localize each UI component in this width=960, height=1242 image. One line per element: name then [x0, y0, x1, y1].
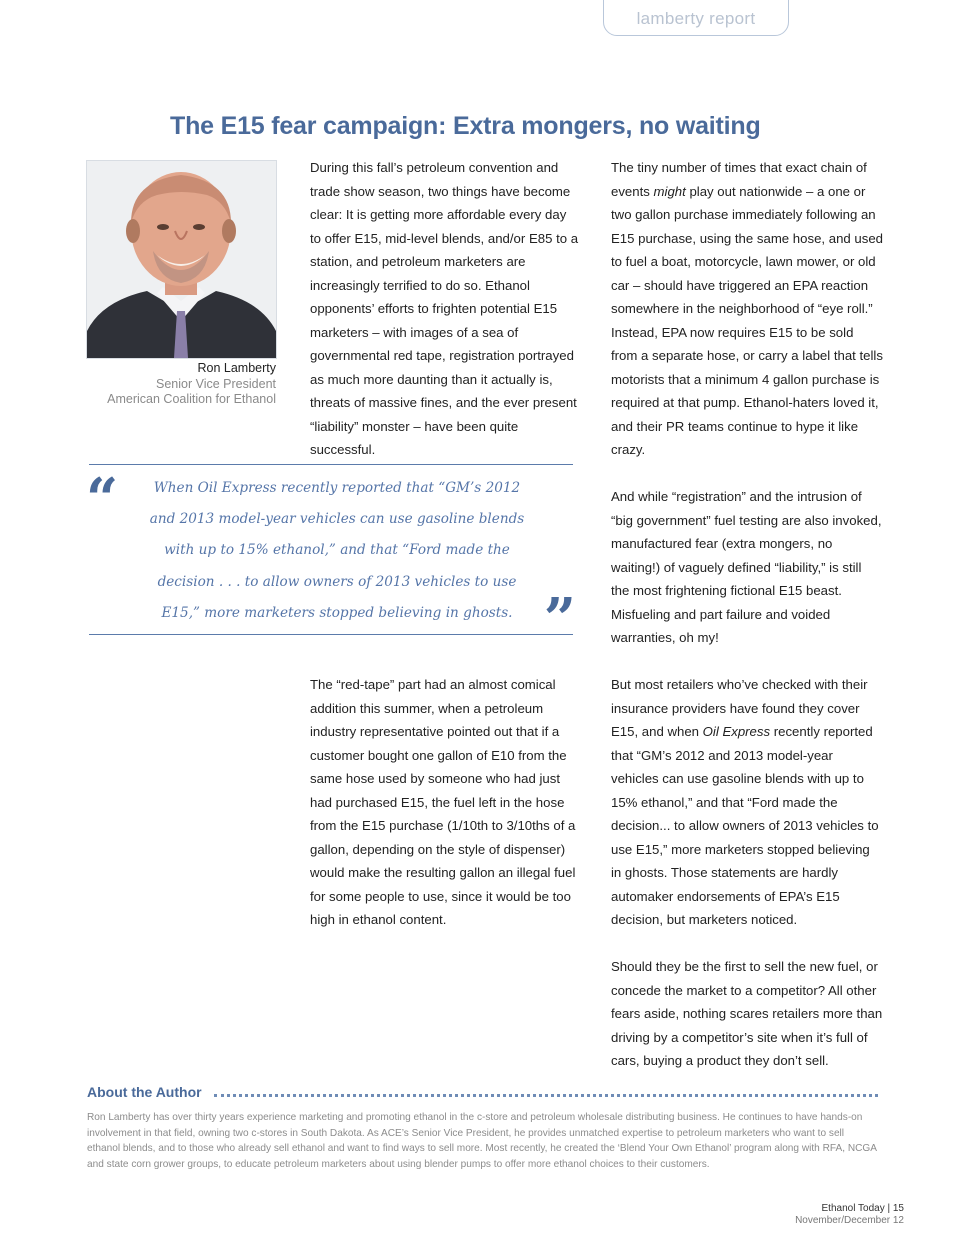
- text-run: play out nationwide – a one or two gallon purchase immediately following an E15 purchase, using the same hose, and used to fuel a boat, motorcycle, lawn mower, or old car – should have triggered an EPA reaction somewhere in the neighborhood of “eye roll.” Instead, EPA now requires E15 to be sold from a separate hose, or carry a label that tells motorists that a minimum 4 gallon purchase is required at that pump. Ethanol-haters loved it, and their PR teams continue to hype it like crazy.: [611, 183, 883, 457]
- dotted-divider: [214, 1094, 878, 1097]
- column-left-top: [310, 156, 580, 462]
- about-author-heading: About the Author: [87, 1084, 202, 1100]
- text-run: But most retailers who’ve checked with their insurance providers have found they cover E15, and when: [611, 677, 868, 739]
- author-photo: [87, 161, 276, 358]
- paragraph-chain-of-events: [611, 156, 883, 462]
- column-right: [611, 156, 883, 1073]
- pull-quote-text: When Oil Express recently reported that “GM’s 2012 and 2013 model-year vehicles can use gasoline blends with up to 15% ethanol,” and that “Ford made the decision . . . to allow owners of 2013 vehicles to use E15,” more marketers stopped believing in ghosts.: [149, 480, 525, 621]
- paragraph-competitor: Should they be the first to sell the new fuel, or concede the market to a competitor? All other fears aside, nothing scares retailers more than driving by a competitor’s site when it’s full of cars, buying a product they don’t sell.: [611, 959, 883, 1068]
- paragraph-insurance: [611, 673, 883, 932]
- emphasis-oil-express: Oil Express: [702, 724, 771, 739]
- open-quote-icon: “: [86, 466, 119, 532]
- author-portrait-image: [87, 161, 276, 358]
- paragraph-red-tape: The “red-tape” part had an almost comical addition this summer, when a petroleum industry representative pointed out that if a customer bought one gallon of E10 from the same hose used by someone who had just had purchased E15, the fuel left in the hose from the E15 purchase (1/10th to 3/10ths of a gallon, depending on the style of dispenser) would make the resulting gallon an illegal fuel for some people to use, since it would be too high in ethanol content.: [310, 677, 576, 927]
- paragraph-registration: And while “registration” and the intrusion of “big government” fuel testing are also invoked, manufactured fear (extra mongers, no waiting!) of vaguely defined “liability,” is still the most frightening fictional E15 beast. Misfueling and part failure and voided warranties, oh my!: [611, 489, 882, 645]
- author-title: Senior Vice President: [156, 376, 276, 391]
- footer-publication: Ethanol Today | 15: [821, 1203, 904, 1214]
- author-organization: American Coalition for Ethanol: [107, 392, 276, 406]
- footer-issue-date: November/December 12: [795, 1214, 904, 1226]
- column-left-bottom: [310, 673, 580, 932]
- paragraph-intro: During this fall’s petroleum convention and trade show season, two things have become clear: It is getting more affordable every day to offer E15, mid-level blends, and/or E85 to a station, and petroleum marketers are increasingly terrified to do so. Ethanol opponents’ efforts to frighten potential E15 marketers – with images of a sea of governmental red tape, registration portrayed as much more daunting than it actually is, threats of massive fines, and the ever present “liability” monster – have been quite successful.: [310, 160, 579, 457]
- page-footer: [795, 1203, 904, 1226]
- pull-quote: [86, 464, 576, 652]
- close-quote-icon: ”: [543, 586, 576, 652]
- text-run: recently reported that “GM’s 2012 and 2013 model-year vehicles can use gasoline blends with up to 15% ethanol,” and that “Ford made the decision... to allow owners of 2013 vehicles to use E15,” more marketers stopped believing in ghosts. Those statements are hardly automaker endorsements of EPA’s E15 decision, but marketers noticed.: [611, 724, 879, 927]
- author-byline: [60, 361, 276, 408]
- author-name: Ron Lamberty: [197, 361, 276, 375]
- section-tab: [603, 0, 789, 36]
- about-author-text: Ron Lamberty has over thirty years experience marketing and promoting ethanol in the c-store and petroleum wholesale distributing business. He continues to have hands-on involvement in that field, owning two c-stores in South Dakota. As ACE’s Senior Vice President, he provides unmatched expertise to petroleum marketers who want to sell ethanol blends, and to those who already sell ethanol and want to find ways to sell more. Most recently, he created the ‘Blend Your Own Ethanol’ program along with RFA, NCGA and state corn grower groups, to educate petroleum marketers about using blender pumps to offer more ethanol choices to their customers.: [87, 1112, 877, 1170]
- text-run: The tiny number of times that exact chain of events: [611, 160, 867, 199]
- article-title: The E15 fear campaign: Extra mongers, no waiting: [170, 112, 761, 140]
- emphasis-might: might: [653, 183, 686, 199]
- section-tab-label: lamberty report: [636, 9, 756, 28]
